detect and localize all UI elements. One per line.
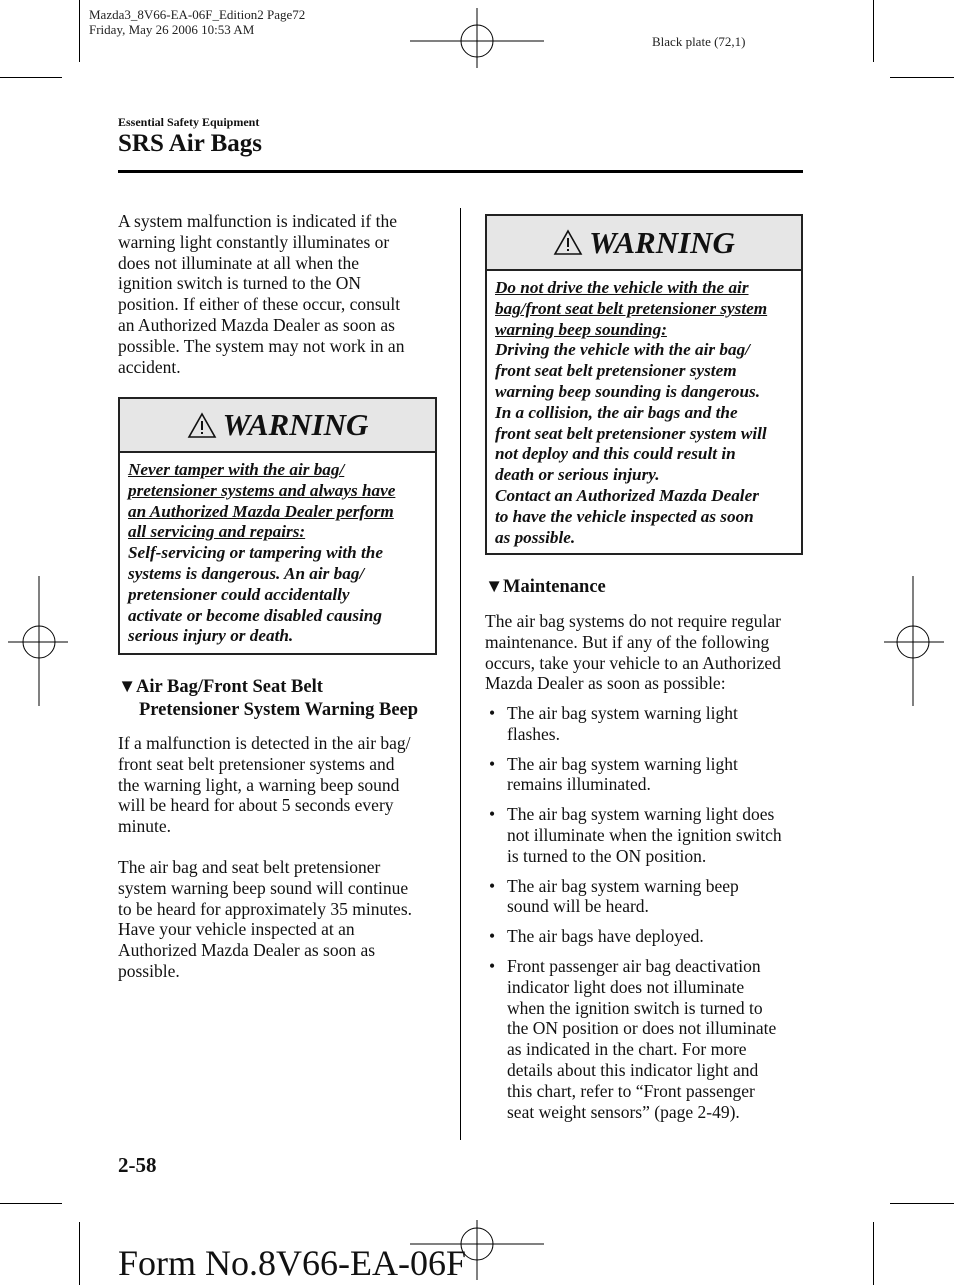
warning-title: WARNING [589,224,735,260]
warning-emphasis-line: all servicing and repairs: [128,522,306,542]
page-number: 2-58 [118,1153,157,1177]
text-line: If a malfunction is detected in the air bag/ [118,733,411,753]
bullet-icon: • [489,804,496,825]
crop-mark [890,1203,954,1204]
triangle-marker-icon: ▼ [118,677,137,697]
warning-box [485,214,803,555]
column-divider [460,208,461,1140]
crop-mark [79,0,80,62]
subheading-maintenance [485,576,606,599]
crop-mark [0,1203,62,1204]
bullet-icon: • [489,955,496,976]
text-line: to be heard for approximately 35 minutes. [118,898,413,919]
intro-paragraph [118,211,438,377]
text-line: A system malfunction is indicated if the [118,211,397,231]
warning-triangle-icon [187,412,217,439]
warning-text-line: as possible. [495,527,576,547]
warning-text-line: warning beep sounding is dangerous. [495,381,761,401]
warning-box [118,397,437,655]
warning-text-line: to have the vehicle inspected as soon [495,506,754,526]
beep-paragraph [118,733,443,837]
warning-triangle-icon [553,229,583,256]
text-line: system warning beep sound will continue [118,877,409,898]
warning-text-line: serious injury or death. [128,626,294,646]
print-file-info [89,7,305,37]
text-line: Mazda Dealer as soon as possible: [485,673,726,694]
text-line: an Authorized Mazda Dealer as soon as [118,314,395,335]
subheading-air-bag-beep [118,676,448,722]
text-line: occurs, take your vehicle to an Authorized [485,652,781,673]
list-item [485,804,815,866]
text-line: details about this indicator light and [507,1059,759,1080]
text-line: the ON position or does not illuminate [507,1018,777,1039]
text-line: Have your vehicle inspected at an [118,919,355,940]
bullet-icon: • [489,703,496,723]
warning-emphasis-line: pretensioner systems and always have [128,480,396,500]
warning-text-line: activate or become disabled causing [128,605,382,625]
warning-text-line: Contact an Authorized Mazda Dealer [495,485,759,505]
warning-text-line: front seat belt pretensioner system will [495,423,767,443]
crop-mark [79,1222,80,1285]
crop-mark [873,1222,874,1285]
text-line: front seat belt pretensioner systems and [118,753,395,774]
text-line: indicator light does not illuminate [507,976,745,997]
crop-mark [0,77,62,78]
warning-title: WARNING [222,407,369,442]
warning-text-line: not deploy and this could result in [495,444,736,464]
bullet-icon: • [489,926,496,947]
warning-text-line: death or serious injury. [495,465,660,485]
bullet-icon: • [489,753,496,774]
warning-header [487,216,801,271]
header-rule [118,170,803,173]
text-line: sound will be heard. [507,896,649,917]
text-line: does not illuminate at all when the [118,252,360,273]
text-line: The air bag systems do not require regular [485,611,781,631]
list-item [485,754,815,796]
text-line: flashes. [507,723,560,744]
list-item [485,876,815,918]
text-line: will be heard for about 5 seconds every [118,795,394,816]
text-line: warning light constantly illuminates or [118,231,390,252]
subheading-label: Maintenance [503,577,606,597]
warning-text-line: Self-servicing or tampering with the [128,543,383,563]
warning-text-line: Driving the vehicle with the air bag/ [495,340,750,360]
text-line: remains illuminated. [507,774,651,795]
text-line: Front passenger air bag deactivation [507,955,761,976]
text-line: ignition switch is turned to the ON [118,273,362,294]
text-line: is turned to the ON position. [507,845,707,866]
warning-text-line: front seat belt pretensioner system [495,361,737,381]
subheading-line: Air Bag/Front Seat Belt [136,677,323,697]
section-label: Essential Safety Equipment [118,115,260,129]
text-line: The air bags have deployed. [507,926,704,947]
warning-text-line: systems is dangerous. An air bag/ [128,563,365,583]
plate-label: Black plate (72,1) [652,34,746,49]
text-line: when the ignition switch is turned to [507,997,763,1018]
warning-header [120,399,435,453]
warning-emphasis-line: bag/front seat belt pretensioner system [495,298,768,318]
registration-mark-icon [410,6,544,70]
warning-body [120,453,435,655]
warning-emphasis-line: Never tamper with the air bag/ [128,460,345,479]
text-line: The air bag system warning light [507,703,738,723]
print-date: Friday, May 26 2006 10:53 AM [89,22,255,37]
text-line: The air bag system warning light [507,753,738,774]
bullet-icon: • [489,875,496,896]
text-line: the warning light, a warning beep sound [118,774,400,795]
text-line: not illuminate when the ignition switch [507,824,782,845]
crop-mark [873,0,874,62]
text-line: Authorized Mazda Dealer as soon as [118,940,376,961]
crop-mark [890,77,954,78]
text-line: as indicated in the chart. For more [507,1039,747,1060]
registration-mark-icon [6,576,70,706]
list-item [485,926,815,947]
warning-emphasis-line: Do not drive the vehicle with the air [495,278,749,297]
list-item [485,956,815,1122]
text-line: The air bag system warning beep [507,875,739,896]
text-line: accident. [118,356,181,377]
warning-text-line: pretensioner could accidentally [128,584,350,604]
text-line: possible. [118,960,180,981]
warning-emphasis-line: warning beep sounding: [495,319,667,339]
text-line: The air bag system warning light does [507,804,775,825]
text-line: The air bag and seat belt pretensioner [118,857,381,877]
registration-mark-icon [882,576,946,706]
print-file-name: Mazda3_8V66-EA-06F_Edition2 Page72 [89,7,306,22]
triangle-marker-icon: ▼ [485,577,504,597]
text-line: position. If either of these occur, consult [118,294,401,315]
beep-duration-paragraph [118,857,448,982]
text-line: minute. [118,816,171,837]
text-line: possible. The system may not work in an [118,335,405,356]
warning-emphasis-line: an Authorized Mazda Dealer perform [128,501,394,521]
subheading-line: Pretensioner System Warning Beep [139,700,419,720]
form-number: Form No.8V66-EA-06F [118,1243,466,1283]
list-item [485,703,815,745]
warning-text-line: In a collision, the air bags and the [495,402,738,422]
text-line: maintenance. But if any of the following [485,631,770,652]
warning-body [487,271,801,556]
maintenance-paragraph [485,611,815,694]
text-line: this chart, refer to “Front passenger [507,1080,755,1101]
maintenance-bullet-list [485,703,815,1131]
text-line: seat weight sensors” (page 2-49). [507,1101,740,1122]
page-title: SRS Air Bags [118,130,263,157]
